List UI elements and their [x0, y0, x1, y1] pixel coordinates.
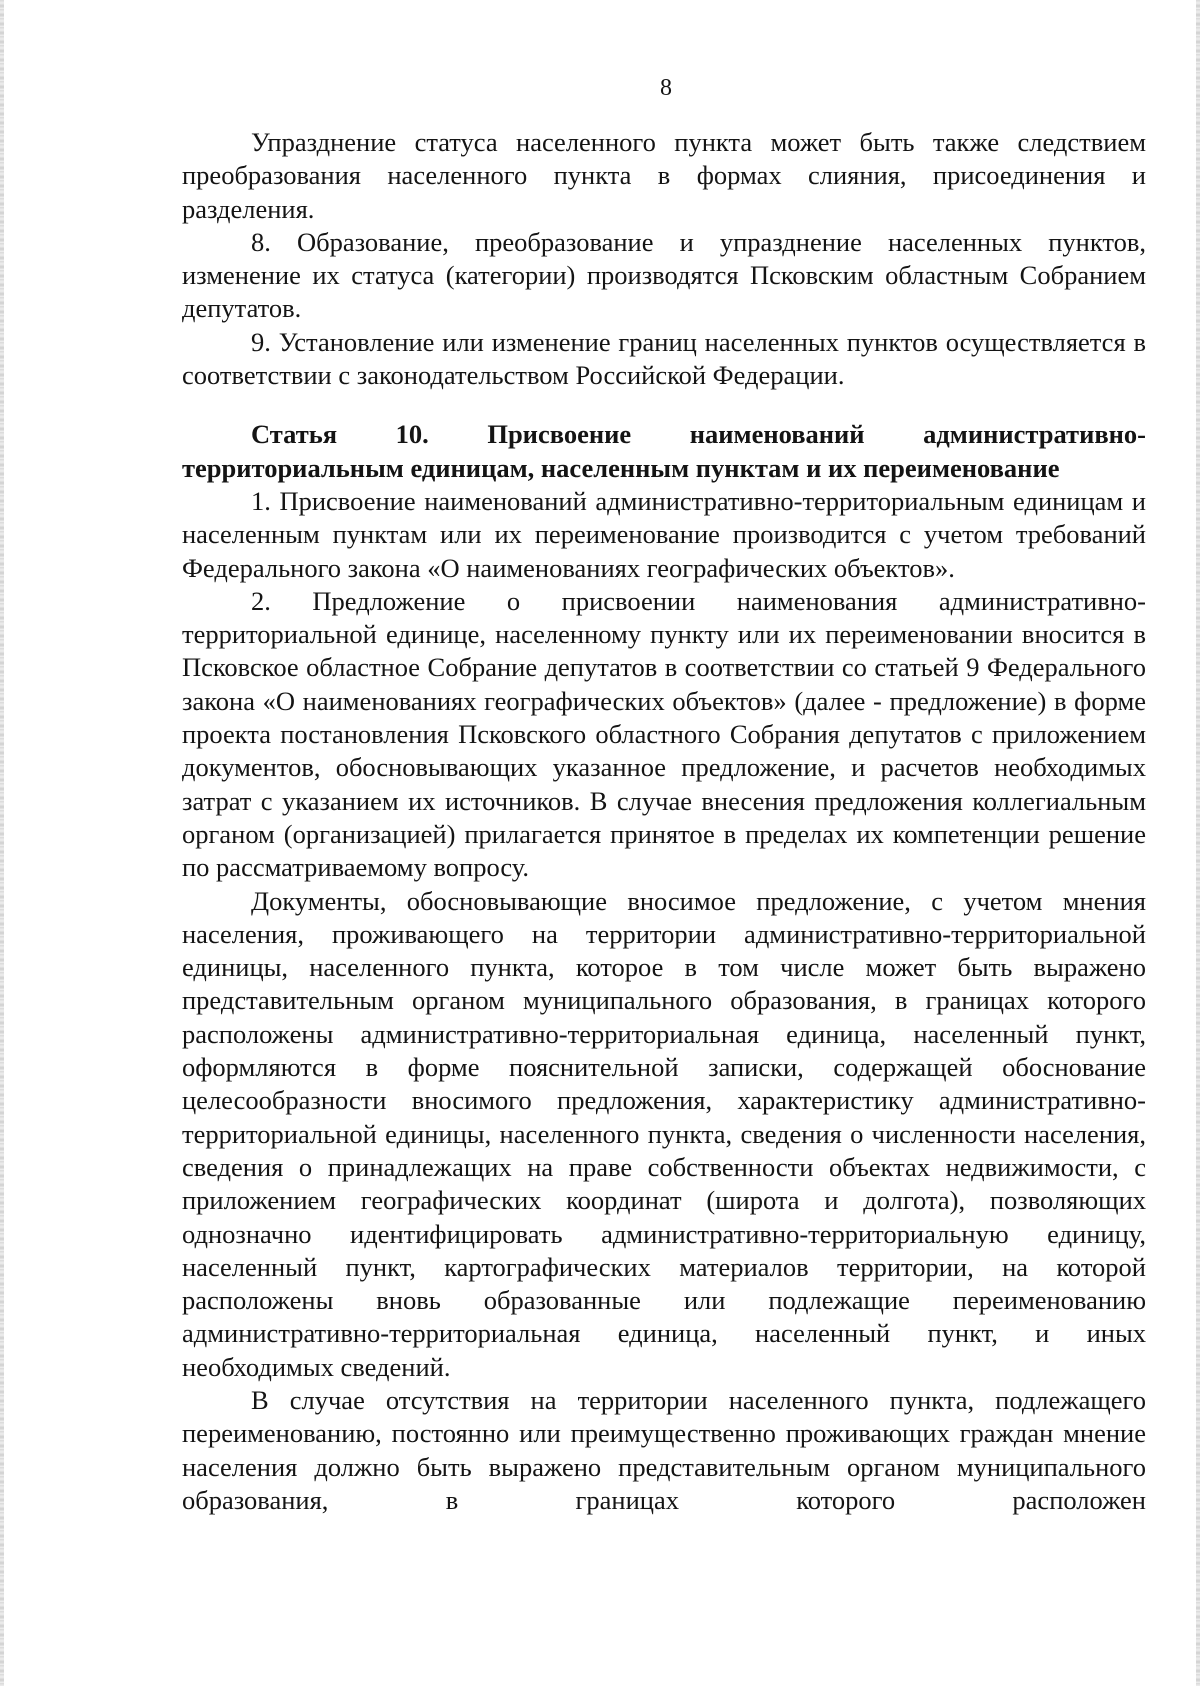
article-10-heading: Статья 10. Присвоение наименований административно-территориальным единицам, населенным пунктам и их переименование	[182, 419, 1146, 483]
document-body	[182, 126, 1146, 1517]
paragraph-item-8: 8. Образование, преобразование и упразднение населенных пунктов, изменение их статуса (категории) производятся Псковским областным Собранием депутатов.	[182, 226, 1146, 324]
page-number: 8	[660, 75, 672, 101]
paragraph-supporting-documents: Документы, обосновывающие вносимое предложение, с учетом мнения населения, проживающего на территории административно-территориальной единицы, населенного пункта, которое в том числе может быть выражено представительным органом муниципального образования, в границах которого расположены административно-территориальная единица, населенный пункт, оформляются в форме пояснительной записки, содержащей обоснование целесообразности вносимого предложения, характеристику административно-территориальной единицы, населенного пункта, сведения о численности населения, сведения о принадлежащих на праве собственности объектах недвижимости, с приложением географических координат (широта и долгота), позволяющих однозначно идентифицировать административно-территориальную единицу, населенный пункт, картографических материалов территории, на которой расположены вновь образованные или подлежащие переименованию административно-территориальная единица, населенный пункт, и иных необходимых сведений.	[182, 885, 1146, 1382]
paragraph-article-10-item-1: 1. Присвоение наименований административно-территориальным единицам и населенным пунктам или их переименование производится с учетом требований Федерального закона «О наименованиях географических объектов».	[182, 485, 1146, 583]
paragraph-absence-of-residents: В случае отсутствия на территории населенного пункта, подлежащего переименованию, постоянно или преимущественно проживающих граждан мнение населения должно быть выражено представительным органом муниципального образования, в границах которого расположен	[182, 1384, 1146, 1515]
paragraph-item-9: 9. Установление или изменение границ населенных пунктов осуществляется в соответствии с законодательством Российской Федерации.	[182, 326, 1146, 391]
scan-edge-left	[0, 0, 4, 1686]
paragraph-abolition-status: Упразднение статуса населенного пункта может быть также следствием преобразования населенного пункта в формах слияния, присоединения и разделения.	[182, 127, 1146, 224]
paragraph-article-10-item-2: 2. Предложение о присвоении наименования административно-территориальной единице, населенному пункту или их переименовании вносится в Псковское областное Собрание депутатов в соответствии со статьей 9 Федерального закона «О наименованиях географических объектов» (далее - предложение) в форме проекта постановления Псковского областного Собрания депутатов с приложением документов, обосновывающих указанное предложение, и расчетов необходимых затрат с указанием их источников. В случае внесения предложения коллегиальным органом (организацией) прилагается принятое в пределах их компетенции решение по рассматриваемому вопросу.	[182, 585, 1146, 883]
scan-edge-right	[1196, 0, 1200, 1686]
